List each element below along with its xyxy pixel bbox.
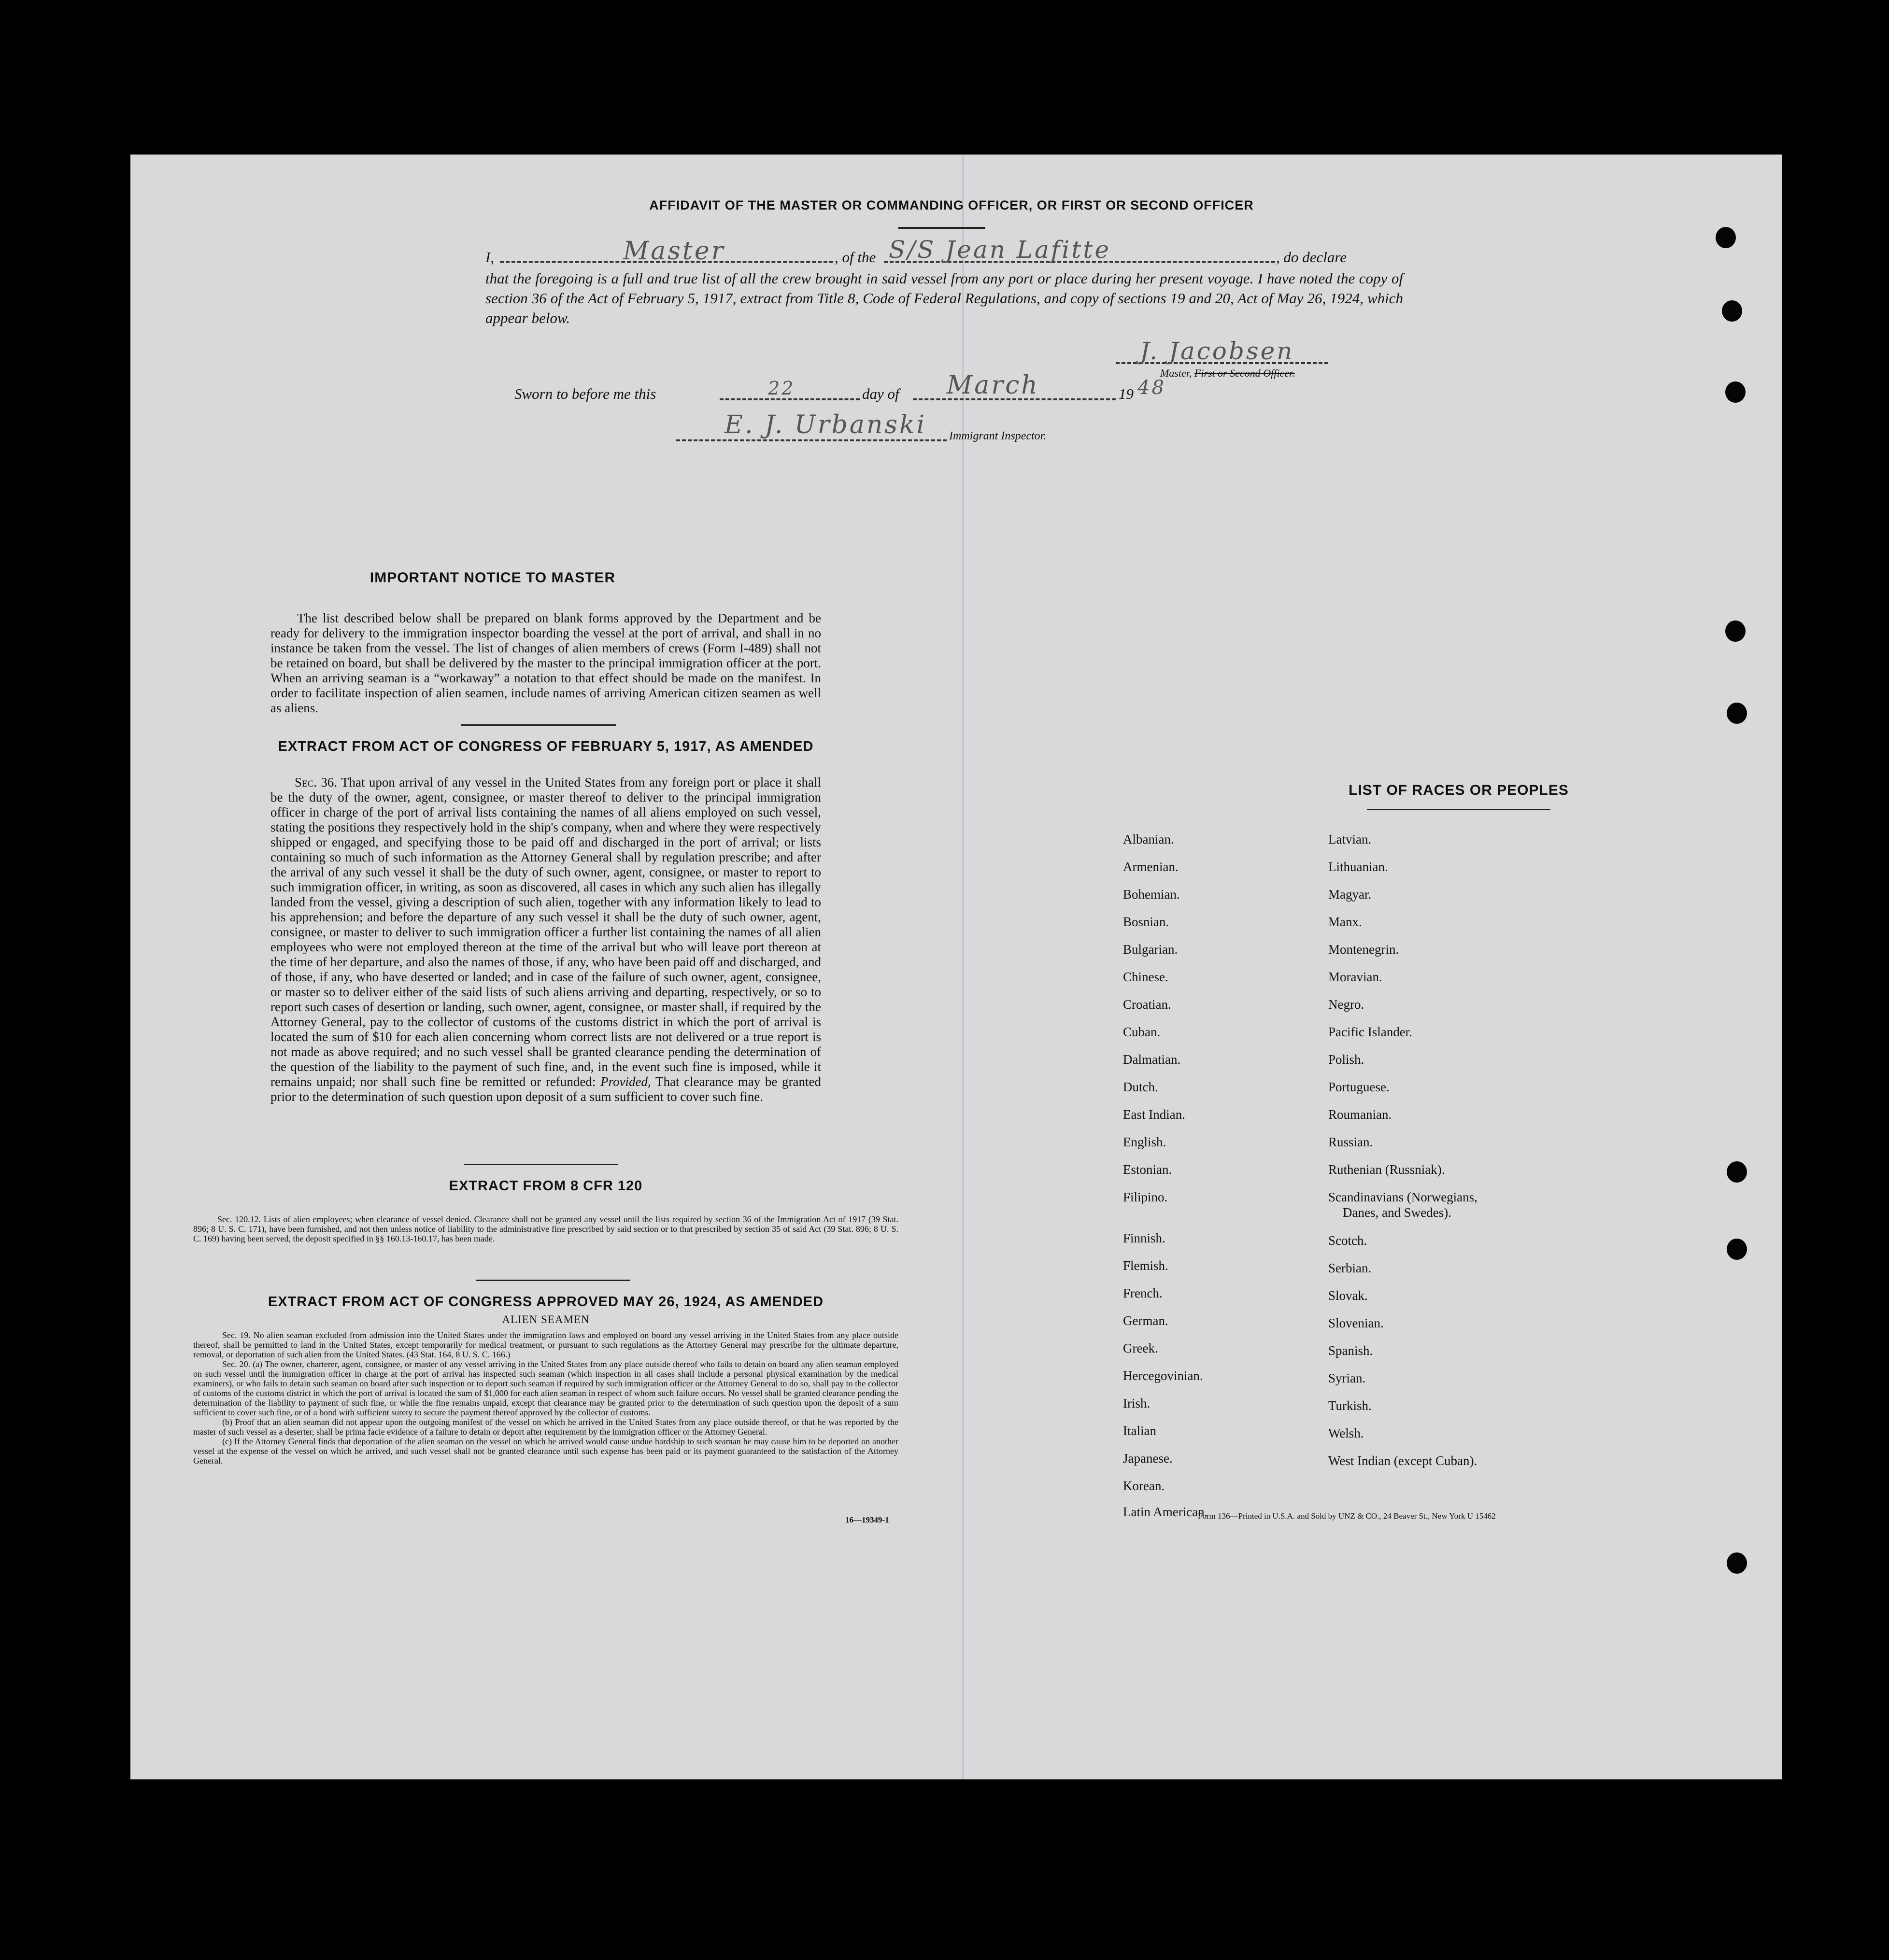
cfr-text: Sec. 120.12. Lists of alien employees; when clearance of vessel denied. Clearance shall not be granted any vessel until the lists required by section 36 of the Immigration Act of 1917 (39 Stat. 896; 8 U. S. C. 171), have been furnished, and not then unless notice of liability to the administrative fine prescribed by said section or to that prescribed by section 35 of said Act (39 Stat. 896; 8 U. S. C. 169) having been served, the deposit specified in §§ 160.13-160.17, has been made. bbox=[193, 1214, 898, 1243]
race-item: Irish. bbox=[1123, 1396, 1150, 1410]
notice-text: The list described below shall be prepared on blank forms approved by the Department and be ready for delivery to the immigration inspector boarding the vessel at the port of arrival, and shall in no instance be taken from the vessel. The list of changes of alien members of crews (Form I-489) shall not be retained on board, but shall be delivered by the master to the principal immigration officer at the port. When an arriving seaman is a “workaway” a notation to that effect should be made on the manifest. In order to facilitate inspection of alien seamen, include names of arriving American citizen seamen as well as aliens. bbox=[270, 611, 821, 715]
affidavit-title: AFFIDAVIT OF THE MASTER OR COMMANDING OFFICER, OR FIRST OR SECOND OFFICER bbox=[649, 198, 1254, 212]
race-item: Spanish. bbox=[1328, 1343, 1373, 1358]
race-item: Danes, and Swedes). bbox=[1343, 1205, 1451, 1220]
extract1917-title: EXTRACT FROM ACT OF CONGRESS OF FEBRUARY 5, 1917, AS AMENDED bbox=[278, 739, 814, 754]
race-item: French. bbox=[1123, 1286, 1163, 1300]
race-item: Montenegrin. bbox=[1328, 942, 1399, 957]
year-handwritten: 48 bbox=[1137, 377, 1166, 399]
signature-caption-master: Master, bbox=[1160, 367, 1192, 379]
race-item: Negro. bbox=[1328, 997, 1364, 1012]
race-item: Finnish. bbox=[1123, 1231, 1165, 1245]
races-rule bbox=[1367, 809, 1550, 810]
notice-rule bbox=[461, 724, 616, 726]
signature-caption-struck: First or Second Officer. bbox=[1194, 367, 1295, 379]
signature-caption bbox=[1160, 367, 1295, 380]
race-item: Italian bbox=[1123, 1424, 1156, 1438]
race-item: Albanian. bbox=[1123, 832, 1174, 846]
race-item: Serbian. bbox=[1328, 1261, 1372, 1275]
master-handwritten: Master bbox=[623, 237, 725, 266]
race-item: Syrian. bbox=[1328, 1371, 1366, 1385]
race-item: Croatian. bbox=[1123, 997, 1171, 1012]
vessel-handwritten: S/S Jean Lafitte bbox=[889, 236, 1111, 264]
race-item: Estonian. bbox=[1123, 1162, 1172, 1177]
punch-hole bbox=[1727, 703, 1747, 724]
cfr-title: EXTRACT FROM 8 CFR 120 bbox=[449, 1178, 643, 1194]
race-item: Cuban. bbox=[1123, 1025, 1161, 1039]
punch-hole bbox=[1722, 300, 1742, 322]
race-item: Scotch. bbox=[1328, 1233, 1367, 1248]
punch-hole bbox=[1725, 620, 1746, 642]
inspector-signature: E. J. Urbanski bbox=[724, 410, 927, 439]
race-item: Japanese. bbox=[1123, 1451, 1173, 1466]
inspector-field-line bbox=[676, 439, 947, 441]
race-item: Korean. bbox=[1123, 1479, 1165, 1493]
race-item: Filipino. bbox=[1123, 1190, 1168, 1204]
race-item: Turkish. bbox=[1328, 1398, 1372, 1413]
sec36-text-a: That upon arrival of any vessel in the United States from any foreign port or place it shall be the duty of the owner, agent, consignee, or master thereof to deliver to the principal immigration officer in charge of the port of arrival lists containing the names of all aliens employed on such vessel, stating the positions they respectively hold in the ship's company, when and where they were respectively shipped or engaged, and specifying those to be paid off and discharged in the port of arrival; or lists containing so much of such information as the Attorney General shall by regulation prescribe; and after the arrival of any such vessel it shall be the duty of such owner, agent, consignee, or master to report to such immigration officer, in writing, as soon as discovered, all cases in which any such alien has illegally landed from the vessel, giving a description of such alien, together with any information likely to lead to his apprehension; and before the departure of any such vessel it shall be the duty of such owner, agent, consignee, or master to deliver to such immigration officer a further list containing the names of all alien employees who were not employed thereon at the time of the arrival but who will leave port thereon at the time of her departure, and also the names of those, if any, who have been paid off and discharged, and of those, if any, who have deserted or landed; and in case of the failure of such owner, agent, consignee, or master so to deliver either of the said lists of such aliens arriving and departing, respectively, or so to report such cases of desertion or landing, such owner, agent, consignee, or master shall, if required by the Attorney General, pay to the collector of customs of the customs district in which the port of arrival is located the sum of $10 for each alien concerning whom correct lists are not delivered or a true report is not made as above required; and no such vessel shall be granted clearance pending the determination of the question of the liability to the payment of such fine, and, in the event such fine is imposed, while it remains unpaid; nor shall such fine be remitted or refunded: bbox=[270, 775, 822, 1089]
master-signature: J. Jacobsen bbox=[1140, 337, 1294, 365]
declaration-text: that the foregoing is a full and true list of all the crew brought in said vessel from any port or place during her present voyage. I have noted the copy of section 36 of the Act of February 5, 1917, extract from Title 8, Code of Federal Regulations, and copy of sections 19 and 20, Act of May 26, 1924, which appear below. bbox=[485, 270, 1403, 326]
race-item: Portuguese. bbox=[1328, 1080, 1390, 1094]
race-item: Slovenian. bbox=[1328, 1316, 1384, 1330]
i-label: I, bbox=[485, 249, 495, 266]
punch-hole bbox=[1727, 1161, 1747, 1183]
day-handwritten: 22 bbox=[768, 378, 795, 399]
printer-note: Form 136—Printed in U.S.A. and Sold by UNZ & CO., 24 Beaver St., New York U 15462 bbox=[1198, 1511, 1496, 1521]
punch-hole bbox=[1716, 227, 1736, 248]
race-item: Flemish. bbox=[1123, 1258, 1168, 1273]
title-rule bbox=[898, 227, 985, 229]
races-left-column bbox=[1123, 826, 1207, 1524]
race-item: Welsh. bbox=[1328, 1426, 1364, 1440]
sworn-label: Sworn to before me this bbox=[514, 385, 656, 402]
races-right-column bbox=[1328, 826, 1477, 1475]
race-item: Dalmatian. bbox=[1123, 1052, 1181, 1067]
sec20c-text: (c) If the Attorney General finds that deportation of the alien seaman on the vessel on which he arrived would cause undue hardship to such seaman he may cause him to be deported on another vessel at the expense of the vessel on which he arrived, and such vessel shall not be granted clearance until such expense has been paid or its payment guaranteed to the satisfaction of the Attorney General. bbox=[193, 1437, 898, 1466]
race-item: Greek. bbox=[1123, 1341, 1158, 1355]
race-item: Moravian. bbox=[1328, 970, 1382, 984]
sec36-provided: Provided, bbox=[600, 1074, 651, 1089]
race-item: Armenian. bbox=[1123, 860, 1179, 874]
race-item: Ruthenian (Russniak). bbox=[1328, 1162, 1445, 1177]
cfr-rule bbox=[476, 1280, 630, 1281]
month-handwritten: March bbox=[947, 371, 1039, 400]
race-item: Pacific Islander. bbox=[1328, 1025, 1412, 1039]
race-item: Slovak. bbox=[1328, 1288, 1368, 1303]
punch-hole bbox=[1727, 1239, 1747, 1260]
race-item: Bohemian. bbox=[1123, 887, 1180, 902]
notice-title: IMPORTANT NOTICE TO MASTER bbox=[369, 570, 616, 586]
race-item: Polish. bbox=[1328, 1052, 1364, 1067]
extract1924-title: EXTRACT FROM ACT OF CONGRESS APPROVED MAY 26, 1924, AS AMENDED bbox=[268, 1294, 824, 1310]
race-item: Hercegovinian. bbox=[1123, 1368, 1203, 1383]
inspector-caption: Immigrant Inspector. bbox=[949, 430, 1047, 442]
races-title: LIST OF RACES OR PEOPLES bbox=[1349, 782, 1569, 798]
race-item: Latvian. bbox=[1328, 832, 1372, 846]
race-item: Bosnian. bbox=[1123, 915, 1169, 929]
race-item: Dutch. bbox=[1123, 1080, 1158, 1094]
extract1917-text bbox=[270, 775, 821, 1104]
race-item: German. bbox=[1123, 1313, 1168, 1328]
extract1924-subtitle: ALIEN SEAMEN bbox=[502, 1313, 590, 1325]
sec19-text: Sec. 19. No alien seaman excluded from admission into the United States under the immigration laws and employed on board any vessel arriving in the United States from any place outside thereof, shall be permitted to land in the United States, except temporarily for medical treatment, or pursuant to such regulations as the Attorney General may prescribe for the ultimate departure, removal, or deportation of such alien from the United States. (43 Stat. 164, 8 U. S. C. 166.) bbox=[193, 1330, 898, 1359]
document-page bbox=[130, 155, 1782, 1779]
race-item: Chinese. bbox=[1123, 970, 1168, 984]
race-item: West Indian (except Cuban). bbox=[1328, 1453, 1477, 1468]
form-number: 16—19349-1 bbox=[845, 1515, 889, 1524]
year-prefix: 19 bbox=[1119, 385, 1134, 402]
race-item: Roumanian. bbox=[1328, 1107, 1392, 1122]
punch-hole bbox=[1727, 1552, 1747, 1574]
race-item: Magyar. bbox=[1328, 887, 1372, 902]
sec20a-text: Sec. 20. (a) The owner, charterer, agent, consignee, or master of any vessel arriving in the United States from any place outside thereof who fails to detain on board any alien seaman employed on such vessel until the immigration officer in charge at the port of arrival has inspected such seaman (which inspection in all cases shall include a personal physical examination by the medical examiners), or who fails to detain such seaman on board after such inspection or to deport such seaman if required by such immigration officer or the Attorney General to do so, shall pay to the collector of customs of the customs district in which the port of arrival is located the sum of $1,000 for each alien seaman in respect of whom such failure occurs. No vessel shall be granted clearance pending the determination of the liability to payment of such fine, or while the fine remains unpaid, except that clearance may be granted prior to the determination of such question upon the deposit of a sum sufficient to cover such fine, or of a bond with sufficient surety to secure the payment thereof approved by the collector of customs. bbox=[193, 1359, 898, 1417]
do-declare-label: , do declare bbox=[1276, 249, 1347, 266]
extract1917-rule bbox=[464, 1164, 618, 1165]
race-item: English. bbox=[1123, 1135, 1166, 1149]
sec20b-text: (b) Proof that an alien seaman did not appear upon the outgoing manifest of the vessel on which he arrived in the United States from any place outside thereof, or that he was reported by the master of such vessel as a deserter, shall be prima facie evidence of a failure to detain or deport after requirement by the immigration officer or the Attorney General. bbox=[193, 1417, 898, 1437]
punch-hole bbox=[1725, 381, 1746, 403]
extract1924-text bbox=[193, 1330, 898, 1466]
race-item: Russian. bbox=[1328, 1135, 1373, 1149]
day-of-label: day of bbox=[862, 385, 899, 402]
sec36-label: Sec. 36. bbox=[295, 775, 338, 790]
race-item: Latin American. bbox=[1123, 1505, 1208, 1519]
race-item: Lithuanian. bbox=[1328, 860, 1388, 874]
race-item: East Indian. bbox=[1123, 1107, 1185, 1122]
race-item: Bulgarian. bbox=[1123, 942, 1178, 957]
sec36-text-b: That clearance may be granted prior to the determination of such question upon deposit of a sum sufficient to cover such fine. bbox=[270, 1074, 822, 1104]
race-item: Manx. bbox=[1328, 915, 1362, 929]
race-item: Scandinavians (Norwegians, bbox=[1328, 1190, 1477, 1204]
of-the-label: , of the bbox=[835, 249, 876, 266]
